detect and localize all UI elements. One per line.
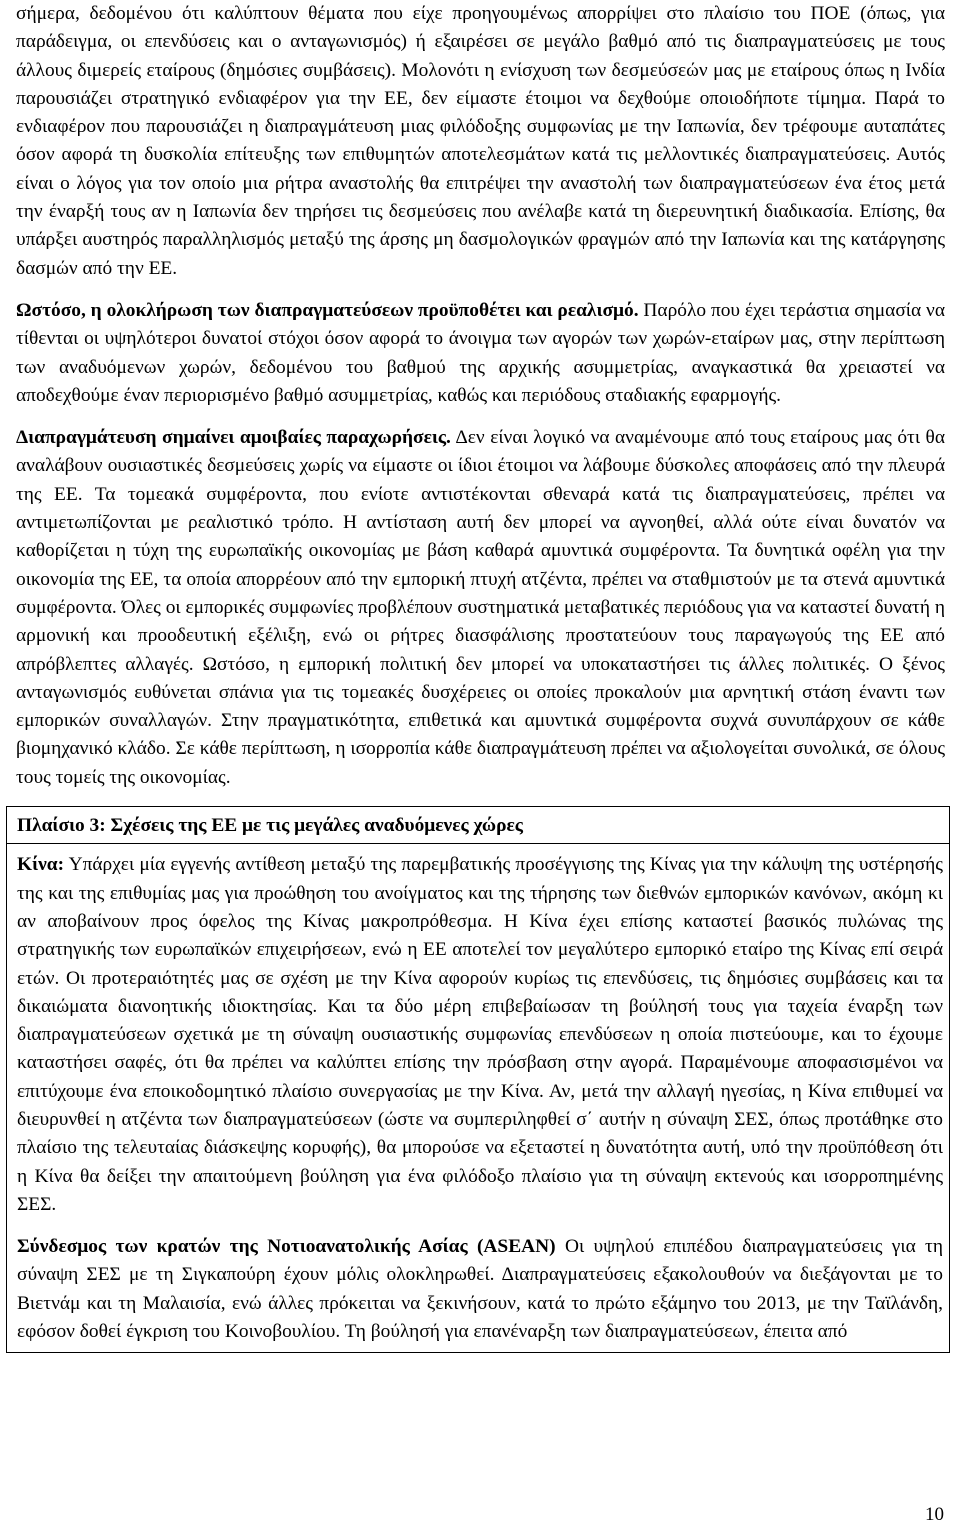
paragraph-2-text: Παρόλο που έχει τεράστια σημασία να τίθενται οι υψηλότεροι δυνατοί στόχοι όσον αφορά το άνοιγμα των αγορών των χωρών-εταίρων μας, στην περίπτωση των αναδυόμενων χωρών, δεδομένου του βαθμού της αρχικής ασυμμετρίας, αναγκαστικά θα χρειαστεί να αποδεχθούμε έναν περιορισμένο βαθμό ασυμμετρίας, καθώς και περιόδους σταδιακής εφαρμογής. [16,299,945,406]
box-asean-paragraph [17,1233,943,1346]
box-asean-text: Οι υψηλού επιπέδου διαπραγματεύσεις για τη σύναψη ΣΕΣ με τη Σιγκαπούρη έχουν μόλις ολοκληρωθεί. Διαπραγματεύσεις εξακολουθούν να διεξάγονται με το Βιετνάμ και τη Μαλαισία, ενώ άλλες πρόκειται να ξεκινήσουν, κατά το πρώτο εξάμηνο του 2013, με την Ταϊλάνδη, εφόσον δοθεί έγκριση του Κοινοβουλίου. Τη βούλησή για επανέναρξη των διαπραγματεύσεων, έπειτα από [17,1236,943,1343]
box-china-paragraph [17,851,943,1219]
paragraph-1 [16,0,945,283]
paragraph-3-text: Δεν είναι λογικό να αναμένουμε από τους εταίρους μας ότι θα αναλάβουν ουσιαστικές δεσμεύσεις χωρίς να είμαστε οι ίδιοι έτοιμοι να λάβουμε δύσκολες αποφάσεις από την πλευρά της ΕΕ. Τα τομεακά συμφέροντα, που ενίοτε αντιστέκονται σθεναρά κατά τις διαπραγματεύσεις, πρέπει να αντιμετωπίζονται με ρεαλιστικό τρόπο. Η αντίσταση αυτή δεν μπορεί να αγνοηθεί, αλλά ούτε είναι δυνατόν να καθορίζεται η τύχη της ευρωπαϊκής οικονομίας με βάση καθαρά αμυντικά συμφέροντα. Τα δυνητικά οφέλη για την οικονομία της ΕΕ, τα οποία απορρέουν από την εμπορική πτυχή ατζέντα, πρέπει να σταθμιστούν με τα στενά αμυντικά συμφέροντα. Όλες οι εμπορικές συμφωνίες προβλέπουν συστηματικά μεταβατικές περιόδους για να καταστεί δυνατή η αρμονική και προοδευτική εξέλιξη, ενώ οι ρήτρες διασφάλισης προστατεύουν τους παραγωγούς της ΕΕ από απρόβλεπτες αλλαγές. Ωστόσο, η εμπορική πολιτική δεν μπορεί να υποκαταστήσει τις άλλες πολιτικές. Ο ξένος ανταγωνισμός ευθύνεται σπάνια για τις τομεακές δυσχέρειες οι οποίες προκαλούν μια αρνητική στάση έναντι των εμπορικών συναλλαγών. Στην πραγματικότητα, επιθετικά και αμυντικά συμφέροντα συχνά συνυπάρχουν σε κάθε βιομηχανικό κλάδο. Σε κάθε περίπτωση, η ισορροπία κάθε διαπραγμάτευση πρέπει να αξιολογείται συνολικά, σε όλους τους τομείς της οικονομίας. [16,427,945,788]
paragraph-3 [16,424,945,792]
paragraph-1-text: σήμερα, δεδομένου ότι καλύπτουν θέματα που είχε προηγουμένως απορρίψει στο πλαίσιο του ΠΟΕ (όπως, για παράδειγμα, οι επενδύσεις και ο ανταγωνισμός) ή εξαιρέσει σε μεγάλο βαθμό από τις διαπραγματεύσεις με τους άλλους διμερείς εταίρους (δημόσιες συμβάσεις). Μολονότι η ενίσχυση των δεσμεύσεών μας με εταίρους όπως η Ινδία παρουσιάζει στρατηγικό ενδιαφέρον για την ΕΕ, δεν είμαστε έτοιμοι να δεχθούμε οποιοδήποτε τίμημα. Παρά το ενδιαφέρον που παρουσιάζει η διαπραγμάτευση μιας φιλόδοξης συμφωνίας με την Ιαπωνία, δεν τρέφουμε αυταπάτες όσον αφορά τη δυσκολία επίτευξης των επιθυμητών αποτελεσμάτων κατά τις μελλοντικές διαπραγματεύσεις. Αυτός είναι ο λόγος για τον οποίο μια ρήτρα αναστολής θα επιτρέψει την αναστολή των διαπραγματεύσεων ένα έτος μετά την έναρξή τους αν η Ιαπωνία δεν τηρήσει τις δεσμεύσεις που ανέλαβε κατά τη διερευνητική διαδικασία. Επίσης, θα υπάρξει αυστηρός παραλληλισμός μεταξύ της άρσης μη δασμολογικών φραγμών από την Ιαπωνία και της κατάργησης δασμών από την ΕΕ. [16,3,945,279]
paragraph-3-heading: Διαπραγμάτευση σημαίνει αμοιβαίες παραχωρήσεις. [16,427,451,449]
info-box-title: Πλαίσιο 3: Σχέσεις της ΕΕ με τις μεγάλες αναδυόμενες χώρες [7,807,949,844]
box-china-text: Υπάρχει μία εγγενής αντίθεση μεταξύ της παρεμβατικής προσέγγισης της Κίνας για την κάλυψη της υστέρησής της και της επιθυμίας μας για προώθηση του ανοίγματος και της τήρησης των διεθνών εμπορικών κανόνων, ακόμη κι αν αποβαίνουν προς όφελος της Κίνας μακροπρόθεσμα. Η Κίνα έχει επίσης καταστεί βασικός πυλώνας της στρατηγικής των ευρωπαϊκών επιχειρήσεων, ενώ η ΕΕ αποτελεί τον μεγαλύτερο εμπορικό εταίρο της Κίνας επί σειρά ετών. Οι προτεραιότητές μας σε σχέση με την Κίνα αφορούν κυρίως τις επενδύσεις, τις δημόσιες συμβάσεις και τα δικαιώματα διανοητικής ιδιοκτησίας. Και τα δύο μέρη επιβεβαίωσαν τη βούλησή τους για ταχεία έναρξη των διαπραγματεύσεων σχετικά με τη σύναψη ουσιαστικής συμφωνίας επενδύσεων η οποία πιστεύουμε, και το έχουμε καταστήσει σαφές, ότι θα πρέπει να καλύπτει επίσης την πρόσβαση στην αγορά. Παραμένουμε αποφασισμένοι να επιτύχουμε ένα εποικοδομητικό πλαίσιο συνεργασίας με την Κίνα. Αν, μετά την αλλαγή ηγεσίας, η Κίνα επιθυμεί να διευρυνθεί η ατζέντα των διαπραγματεύσεων (ώστε να συμπεριληφθεί σ΄ αυτήν η σύναψη ΣΕΣ, όπως προτάθηκε στο πλαίσιο της τελευταίας διάσκεψης κορυφής), θα μπορούσε να εξεταστεί η δυνατότητα αυτή, υπό την προϋπόθεση ότι η Κίνα θα δείξει την απαιτούμενη βούληση για ένα φιλόδοξο πλαίσιο για τη σύναψη εκτενούς και ισορροπημένης ΣΕΣ. [17,854,943,1215]
box-china-heading: Κίνα: [17,854,65,876]
page-number: 10 [925,1504,944,1525]
document-body [16,0,945,1353]
paragraph-2-heading: Ωστόσο, η ολοκλήρωση των διαπραγματεύσεων προϋποθέτει και ρεαλισμό. [16,299,639,321]
box-asean-heading: Σύνδεσμος των κρατών της Νοτιοανατολικής Ασίας (ASEAN) [17,1236,556,1258]
paragraph-2 [16,297,945,410]
info-box [6,806,950,1353]
